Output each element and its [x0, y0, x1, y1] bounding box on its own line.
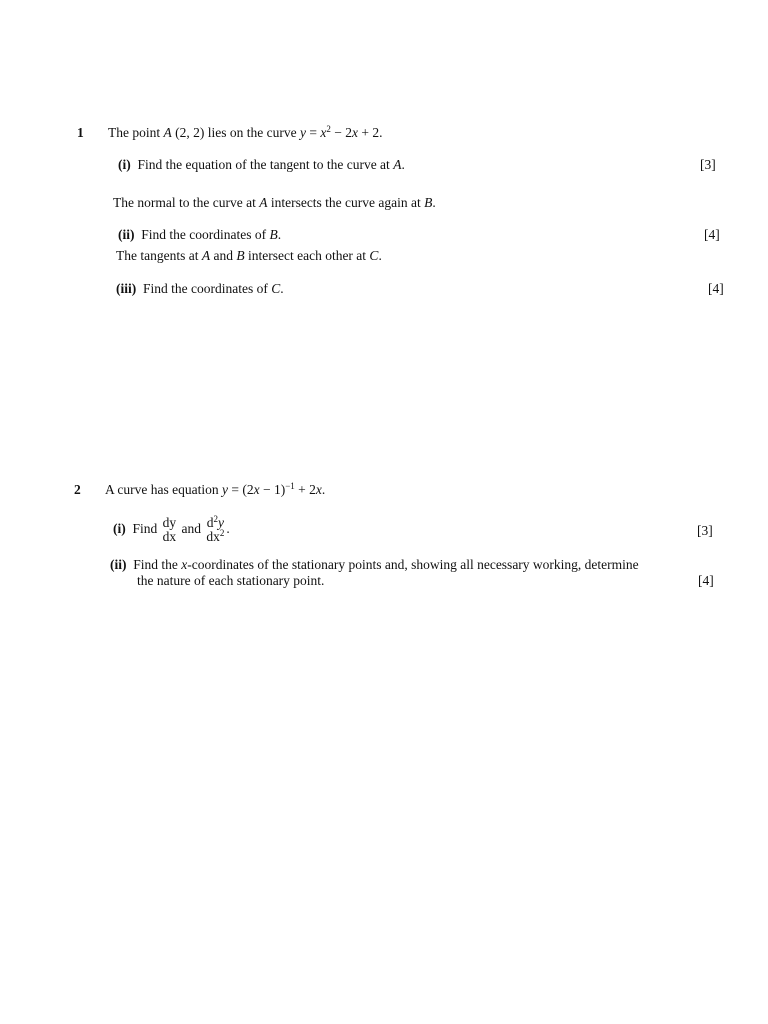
question-1-part-ii: (ii) Find the coordinates of B.	[118, 227, 282, 242]
fraction-dy-dx: dy dx	[162, 514, 177, 544]
question-1-info-tangents: The tangents at A and B intersect each other at C.	[116, 248, 382, 263]
question-number-1: 1	[77, 125, 84, 140]
fraction-d2y-dx2: $d^2y$ $dx^2$	[206, 513, 225, 544]
question-number-2: 2	[74, 482, 81, 497]
question-1-part-ii-marks: [4]	[704, 227, 720, 242]
question-1-part-i-marks: [3]	[700, 157, 716, 172]
question-1-part-iii: (iii) Find the coordinates of C.	[116, 281, 284, 296]
question-2-part-ii-line-2: the nature of each stationary point.	[137, 573, 325, 588]
question-1-part-iii-marks: [4]	[708, 281, 724, 296]
question-1-part-i: (i) Find the equation of the tangent to the curve at A.	[118, 157, 405, 172]
question-2-part-i: (i) Find dy dx and $d^2y$ $dx^2$ .	[113, 513, 230, 544]
question-2-stem: A curve has equation $y = (2x - 1)^{-1} + 2x$.	[105, 481, 326, 497]
question-1-info-normal: The normal to the curve at A intersects the curve again at B.	[113, 195, 436, 210]
question-1-stem: The point A (2, 2) lies on the curve $y = x^2 - 2x + 2$.	[108, 124, 383, 140]
question-2-part-ii-marks: [4]	[698, 573, 714, 588]
question-2-part-ii-line-1: (ii) Find the x-coordinates of the stationary points and, showing all necessary working, determine	[110, 557, 639, 572]
question-2-part-i-marks: [3]	[697, 523, 713, 538]
